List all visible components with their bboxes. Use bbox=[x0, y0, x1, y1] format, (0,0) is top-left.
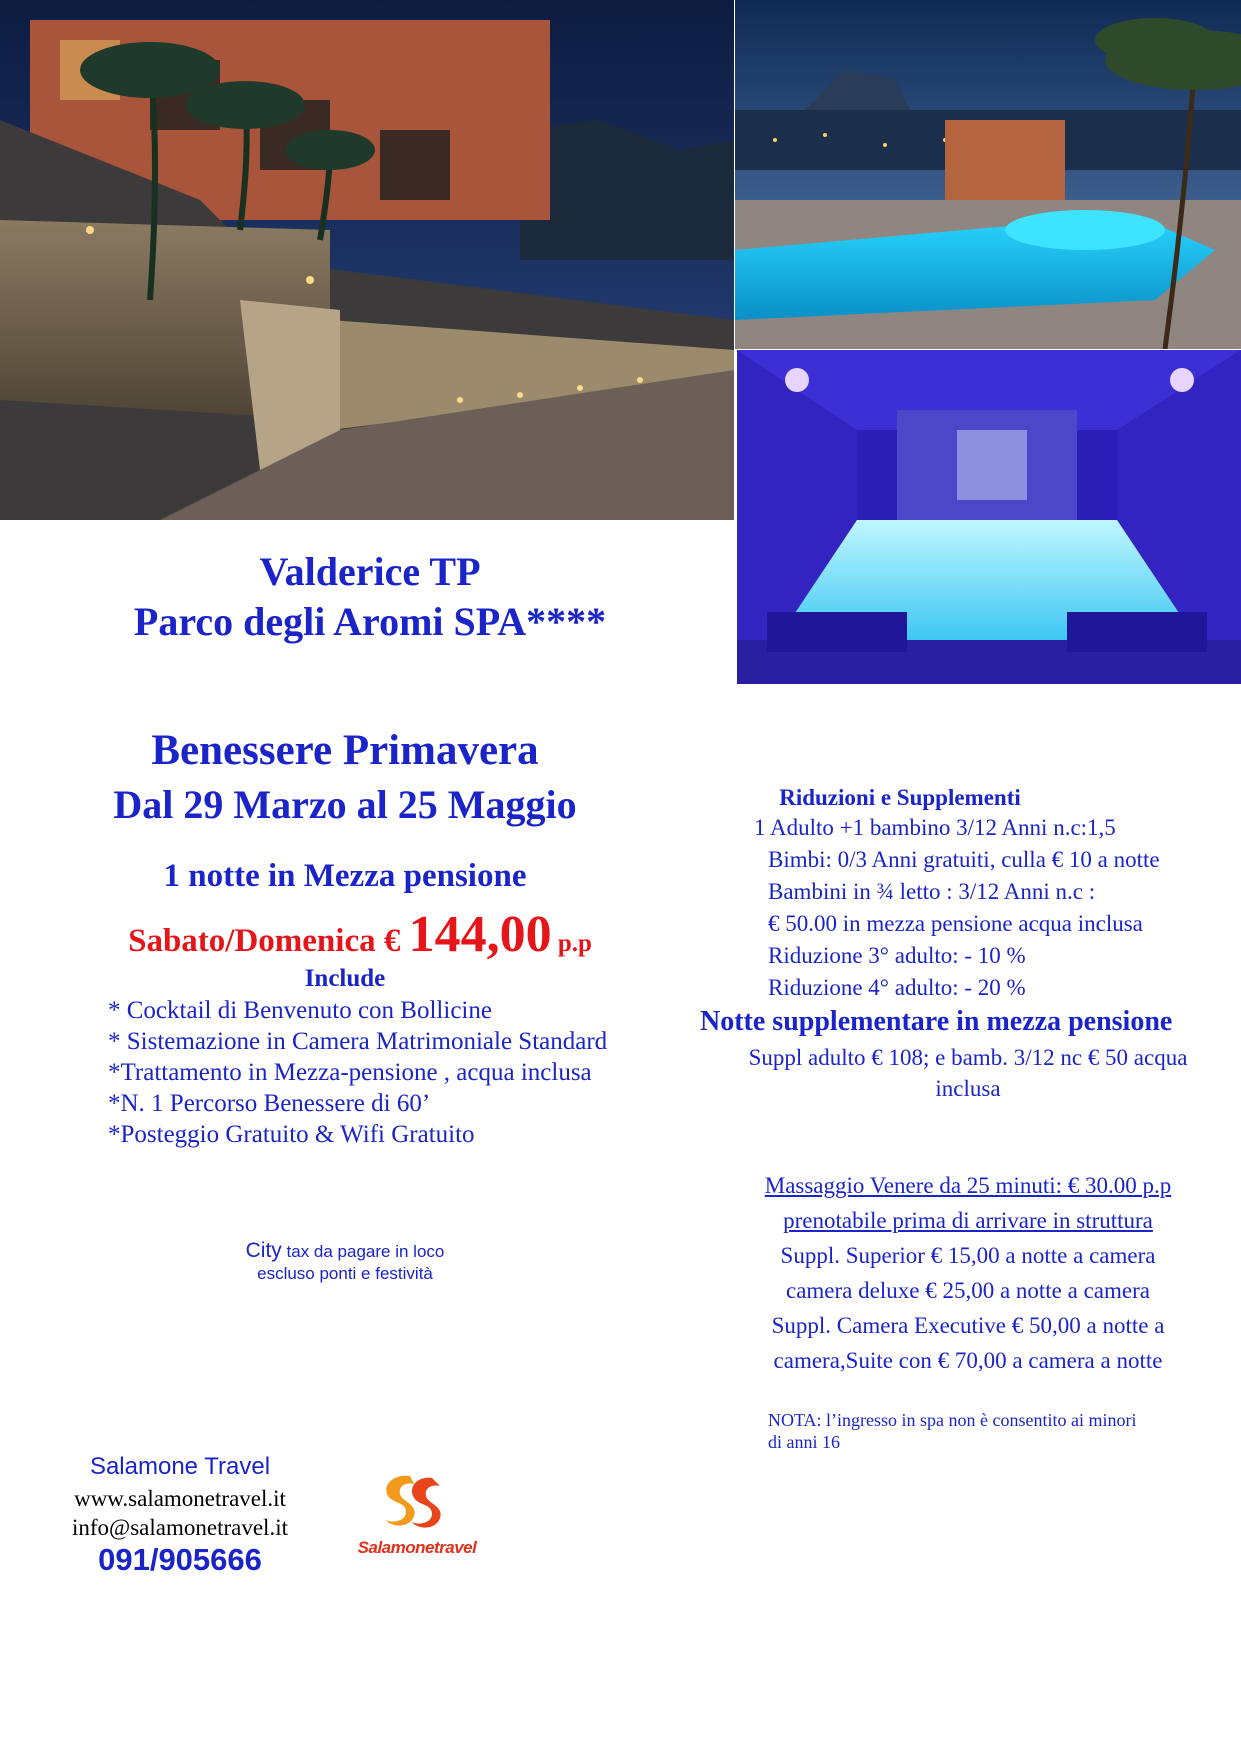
list-item: 1 Adulto +1 bambino 3/12 Anni n.c:1,5 bbox=[754, 815, 1116, 840]
extra-night-line2: inclusa bbox=[935, 1076, 1001, 1101]
logo-text-1: Salamone bbox=[357, 1538, 434, 1557]
indoor-spa-photo bbox=[737, 350, 1241, 684]
list-item: * Cocktail di Benvenuto con Bollicine bbox=[108, 997, 492, 1024]
price-suffix: p.p bbox=[551, 930, 592, 957]
offer-dates: Dal 29 Marzo al 25 Maggio bbox=[113, 782, 577, 827]
note-line1: NOTA: l’ingresso in spa non è consentito ai minori bbox=[768, 1410, 1137, 1430]
agency-website[interactable]: www.salamonetravel.it bbox=[74, 1486, 286, 1511]
price-label: Sabato/Domenica € bbox=[128, 923, 409, 959]
city-tax-line2: escluso ponti e festività bbox=[257, 1264, 433, 1283]
suite-supplement: camera,Suite con € 70,00 a camera a notte bbox=[773, 1348, 1163, 1373]
price-value: 144,00 bbox=[408, 906, 552, 963]
logo-wordmark bbox=[332, 1538, 502, 1558]
note-line2: di anni 16 bbox=[768, 1432, 840, 1452]
list-item: Riduzione 3° adulto: - 10 % bbox=[768, 943, 1026, 968]
list-item: Bambini in ¾ letto : 3/12 Anni n.c : bbox=[768, 879, 1096, 904]
logo-text-2: travel bbox=[433, 1538, 477, 1557]
list-item: Bimbi: 0/3 Anni gratuiti, culla € 10 a notte bbox=[768, 847, 1160, 872]
executive-supplement: Suppl. Camera Executive € 50,00 a notte a bbox=[771, 1313, 1165, 1338]
extra-night-heading: Notte supplementare in mezza pensione bbox=[700, 1006, 1173, 1037]
hotel-name: Parco degli Aromi SPA**** bbox=[133, 599, 607, 644]
agency-phone: 091/905666 bbox=[98, 1542, 262, 1577]
spa-note bbox=[768, 1409, 1208, 1453]
include-list bbox=[108, 995, 708, 1150]
hotel-terrace-photo bbox=[0, 0, 734, 520]
extra-night-text bbox=[698, 1042, 1238, 1104]
deluxe-supplement: camera deluxe € 25,00 a notte a camera bbox=[786, 1278, 1150, 1303]
agency-email[interactable]: info@salamonetravel.it bbox=[72, 1515, 288, 1540]
extra-night-line1: Suppl adulto € 108; e bamb. 3/12 nc € 50 acqua bbox=[748, 1045, 1188, 1070]
list-item: *N. 1 Percorso Benessere di 60’ bbox=[108, 1090, 431, 1117]
location-title: Valderice TP bbox=[259, 549, 481, 594]
agency-contacts bbox=[40, 1484, 320, 1542]
reductions-list bbox=[700, 812, 1240, 1004]
list-item: Riduzione 4° adulto: - 20 % bbox=[768, 975, 1026, 1000]
city-tax-word: City bbox=[245, 1239, 282, 1262]
list-item: € 50.00 in mezza pensione acqua inclusa bbox=[768, 911, 1143, 936]
superior-supplement: Suppl. Superior € 15,00 a notte a camera bbox=[780, 1243, 1156, 1268]
massage-booking-line: prenotabile prima di arrivare in struttura bbox=[783, 1208, 1153, 1233]
include-heading: Include bbox=[304, 965, 386, 992]
reductions-heading: Riduzioni e Supplementi bbox=[779, 785, 1021, 810]
massage-supplements bbox=[698, 1168, 1238, 1378]
massage-line: Massaggio Venere da 25 minuti: € 30.00 p.p bbox=[764, 1173, 1172, 1198]
city-tax-rest: tax da pagare in loco bbox=[281, 1242, 445, 1261]
city-tax-note bbox=[180, 1240, 510, 1285]
price-line bbox=[40, 905, 680, 964]
list-item: * Sistemazione in Camera Matrimoniale Standard bbox=[108, 1028, 608, 1055]
list-item: *Posteggio Gratuito & Wifi Gratuito bbox=[108, 1121, 475, 1148]
pool-view-photo bbox=[735, 0, 1241, 349]
list-item: *Trattamento in Mezza-pensione , acqua inclusa bbox=[108, 1059, 592, 1086]
offer-nights: 1 notte in Mezza pensione bbox=[163, 858, 527, 894]
offer-name: Benessere Primavera bbox=[151, 727, 539, 774]
agency-name: Salamone Travel bbox=[89, 1453, 271, 1480]
